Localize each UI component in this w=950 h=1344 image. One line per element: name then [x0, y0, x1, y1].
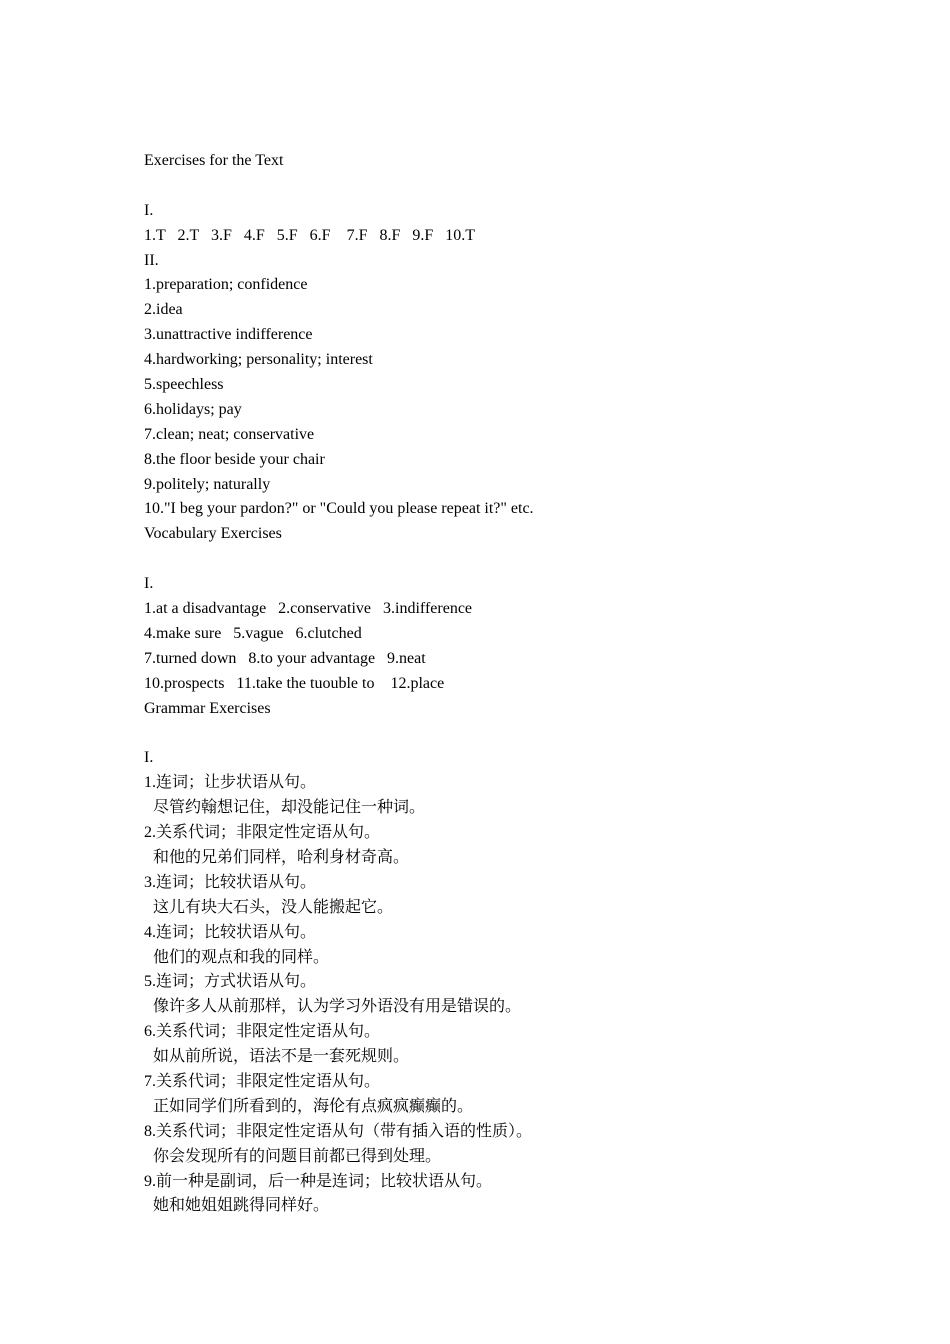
vocabulary-answer-line: 1.at a disadvantage 2.conservative 3.indifference: [144, 600, 473, 618]
vocabulary-part1-heading: I.: [144, 575, 154, 593]
grammar-part1-heading: I.: [144, 749, 154, 767]
grammar-item-translation: 如从前所说，语法不是一套死规则。: [153, 1048, 410, 1066]
answer-line: 9.politely; naturally: [144, 475, 271, 493]
answer-line: 3.unattractive indifference: [144, 326, 313, 344]
grammar-item-label: 3.连词；比较状语从句。: [144, 873, 317, 891]
vocabulary-answer-line: 10.prospects 11.take the tuouble to 12.place: [144, 674, 445, 692]
answer-line: 2.idea: [144, 301, 183, 319]
blank-line: [144, 547, 904, 572]
grammar-item-translation: 正如同学们所看到的，海伦有点疯疯癫癫的。: [153, 1097, 474, 1115]
grammar-item-label: 9.前一种是副词，后一种是连词；比较状语从句。: [144, 1172, 493, 1190]
answer-line: 4.hardworking; personality; interest: [144, 351, 373, 369]
grammar-item-translation: 这儿有块大石头，没人能搬起它。: [153, 898, 394, 916]
answer-line: 7.clean; neat; conservative: [144, 425, 315, 443]
grammar-item-label: 8.关系代词；非限定性定语从句（带有插入语的性质）。: [144, 1122, 533, 1140]
vocabulary-heading: Vocabulary Exercises: [144, 525, 282, 543]
grammar-item-translation: 尽管约翰想记住，却没能记住一种词。: [153, 799, 426, 817]
grammar-item-label: 1.连词；让步状语从句。: [144, 774, 317, 792]
answer-line: 8.the floor beside your chair: [144, 450, 325, 468]
grammar-item-label: 7.关系代词；非限定性定语从句。: [144, 1072, 381, 1090]
vocabulary-answer-line: 4.make sure 5.vague 6.clutched: [144, 624, 362, 642]
answer-line: 5.speechless: [144, 376, 224, 394]
document-title: Exercises for the Text: [144, 152, 284, 169]
grammar-item-translation: 她和她姐姐跳得同样好。: [153, 1197, 330, 1215]
grammar-item-label: 5.连词；方式状语从句。: [144, 973, 317, 991]
text-exercise-part1-answers: 1.T 2.T 3.F 4.F 5.F 6.F 7.F 8.F 9.F 10.T: [144, 226, 476, 244]
grammar-item-translation: 像许多人从前那样，认为学习外语没有用是错误的。: [153, 998, 522, 1016]
document-page: [144, 149, 904, 1219]
blank-line: [144, 721, 904, 746]
blank-line: [144, 174, 904, 199]
grammar-heading: Grammar Exercises: [144, 699, 271, 717]
grammar-item-label: 2.关系代词；非限定性定语从句。: [144, 824, 381, 842]
answer-line: 10."I beg your pardon?" or "Could you please repeat it?" etc.: [144, 500, 534, 518]
grammar-item-label: 6.关系代词；非限定性定语从句。: [144, 1023, 381, 1041]
grammar-item-translation: 和他的兄弟们同样，哈利身材奇高。: [153, 848, 410, 866]
grammar-item-translation: 你会发现所有的问题目前都已得到处理。: [153, 1147, 442, 1165]
answer-line: 1.preparation; confidence: [144, 276, 308, 294]
text-exercise-part2-heading: II.: [144, 251, 159, 269]
vocabulary-answer-line: 7.turned down 8.to your advantage 9.neat: [144, 649, 426, 667]
text-exercise-part1-heading: I.: [144, 201, 154, 219]
grammar-item-translation: 他们的观点和我的同样。: [153, 948, 330, 966]
grammar-item-label: 4.连词；比较状语从句。: [144, 923, 317, 941]
answer-line: 6.holidays; pay: [144, 400, 242, 418]
